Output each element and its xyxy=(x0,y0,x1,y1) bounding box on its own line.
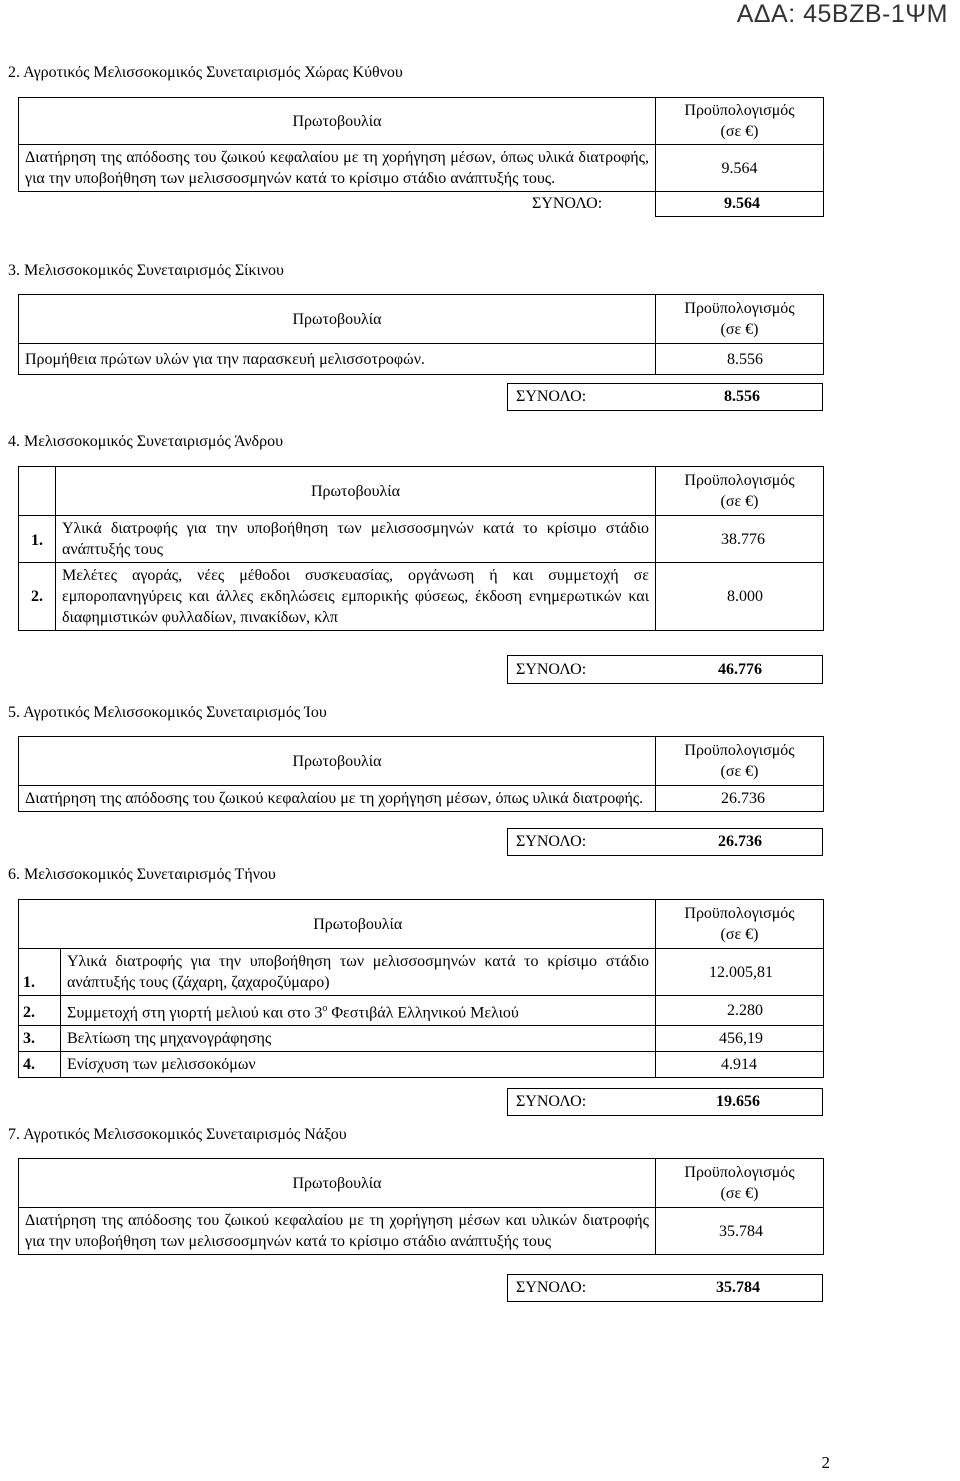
section-title: 7. Αγροτικός Μελισσοκομικός Συνεταιρισμός Νάξου xyxy=(8,1126,347,1143)
total-label: ΣΥΝΟΛΟ: xyxy=(508,1275,666,1302)
budget-table xyxy=(18,736,824,812)
budget-table xyxy=(18,294,824,375)
initiative-header: Πρωτοβουλία xyxy=(19,98,656,145)
budget-value: 26.736 xyxy=(656,786,824,812)
initiative-text: Συμμετοχή στη γιορτή μελιού και στο $3^o$ Φεστιβάλ Ελληνικού Μελιού xyxy=(61,996,656,1026)
section-title: 4. Μελισσοκομικός Συνεταιρισμός Άνδρου xyxy=(8,433,283,450)
initiative-text: Μελέτες αγοράς, νέες μέθοδοι συσκευασίας, οργάνωση ή και συμμετοχή σε εμποροπανηγύρεις και άλλες εκδηλώσεις εμπορικής φύσεως, έκδοση ενημερωτικών και διαφημιστικών φυλλαδίων, πινακίδων, κλπ xyxy=(56,563,656,631)
page-number: 2 xyxy=(821,1453,830,1472)
initiative-text: Ενίσχυση των μελισσοκόμων xyxy=(61,1052,656,1078)
initiative-header: Πρωτοβουλία xyxy=(61,900,656,949)
row-number: 1. xyxy=(19,949,61,996)
budget-value: 12.005,81 xyxy=(656,949,824,996)
initiative-text: Διατήρηση της απόδοσης του ζωικού κεφαλαίου με τη χορήγηση μέσων, όπως υλικά διατροφής. xyxy=(19,786,656,812)
budget-header: Προϋπολογισμός (σε €) xyxy=(656,295,824,344)
row-number: 2. xyxy=(19,563,56,631)
budget-value: 4.914 xyxy=(656,1052,824,1078)
budget-value: 2.280 xyxy=(656,996,824,1026)
initiative-text: Διατήρηση της απόδοσης του ζωικού κεφαλαίου με τη χορήγηση μέσων και υλικών διατροφής για την υποβοήθηση των μελισσοσμηνών κατά το κρίσιμο στάδιο ανάπτυξής τους xyxy=(19,1208,656,1255)
total-label: ΣΥΝΟΛΟ: xyxy=(532,195,603,212)
initiative-text: Υλικά διατροφής για την υποβοήθηση των μελισσοσμηνών κατά το κρίσιμο στάδιο ανάπτυξής τους (ζάχαρη, ζαχαροζύμαρο) xyxy=(61,949,656,996)
total-value: 19.656 xyxy=(665,1089,823,1116)
row-number: 3. xyxy=(19,1026,61,1052)
total-table xyxy=(507,655,823,684)
total-table xyxy=(507,383,823,411)
total-value: 8.556 xyxy=(665,384,823,411)
total-table xyxy=(507,828,823,856)
budget-header: Προϋπολογισμός (σε €) xyxy=(656,98,824,145)
total-value: 26.736 xyxy=(665,829,823,856)
budget-header: Προϋπολογισμός (σε €) xyxy=(656,1159,824,1208)
total-table xyxy=(507,1088,823,1116)
initiative-header: Πρωτοβουλία xyxy=(19,1159,656,1208)
initiative-text: Διατήρηση της απόδοσης του ζωικού κεφαλαίου με τη χορήγηση μέσων, όπως υλικά διατροφής, για την υποβοήθηση των μελισσοσμηνών κατά το κρίσιμο στάδιο ανάπτυξής τους. xyxy=(19,145,656,192)
total-label: ΣΥΝΟΛΟ: xyxy=(508,656,666,684)
budget-value: 9.564 xyxy=(656,145,824,192)
budget-value: 8.556 xyxy=(656,344,824,375)
total-table xyxy=(507,1274,823,1302)
row-number: 4. xyxy=(19,1052,61,1078)
initiative-header: Πρωτοβουλία xyxy=(56,467,656,516)
section-title: 5. Αγροτικός Μελισσοκομικός Συνεταιρισμός Ίου xyxy=(8,704,327,721)
section-title: 3. Μελισσοκομικός Συνεταιρισμός Σίκινου xyxy=(8,262,284,279)
total-cell xyxy=(532,192,824,217)
budget-table xyxy=(18,97,824,217)
budget-header: Προϋπολογισμός (σε €) xyxy=(656,467,824,516)
total-value: 9.564 xyxy=(724,195,760,212)
section-title: 2. Αγροτικός Μελισσοκομικός Συνεταιρισμός Χώρας Κύθνου xyxy=(8,64,403,81)
section-title: 6. Μελισσοκομικός Συνεταιρισμός Τήνου xyxy=(8,866,276,883)
initiative-header: Πρωτοβουλία xyxy=(19,737,656,786)
row-number: 2. xyxy=(19,996,61,1026)
budget-value: 38.776 xyxy=(656,516,824,563)
row-number: 1. xyxy=(19,516,56,563)
total-value: 35.784 xyxy=(665,1275,823,1302)
total-value: 46.776 xyxy=(665,656,823,684)
initiative-header: Πρωτοβουλία xyxy=(19,295,656,344)
budget-value: 35.784 xyxy=(656,1208,824,1255)
budget-table xyxy=(18,466,824,631)
budget-header: Προϋπολογισμός (σε €) xyxy=(656,900,824,949)
initiative-text: Υλικά διατροφής για την υποβοήθηση των μελισσοσμηνών κατά το κρίσιμο στάδιο ανάπτυξής τους xyxy=(56,516,656,563)
budget-table xyxy=(18,899,824,1078)
budget-value: 8.000 xyxy=(656,563,824,631)
budget-header: Προϋπολογισμός (σε €) xyxy=(656,737,824,786)
total-label: ΣΥΝΟΛΟ: xyxy=(508,829,666,856)
total-label: ΣΥΝΟΛΟ: xyxy=(508,1089,666,1116)
initiative-text: Προμήθεια πρώτων υλών για την παρασκευή μελισσοτροφών. xyxy=(19,344,656,375)
ada-code: ΑΔΑ: 45ΒΖΒ-1ΨΜ xyxy=(736,0,948,28)
total-label: ΣΥΝΟΛΟ: xyxy=(508,384,666,411)
budget-value: 456,19 xyxy=(656,1026,824,1052)
budget-table xyxy=(18,1158,824,1255)
initiative-text: Βελτίωση της μηχανογράφησης xyxy=(61,1026,656,1052)
